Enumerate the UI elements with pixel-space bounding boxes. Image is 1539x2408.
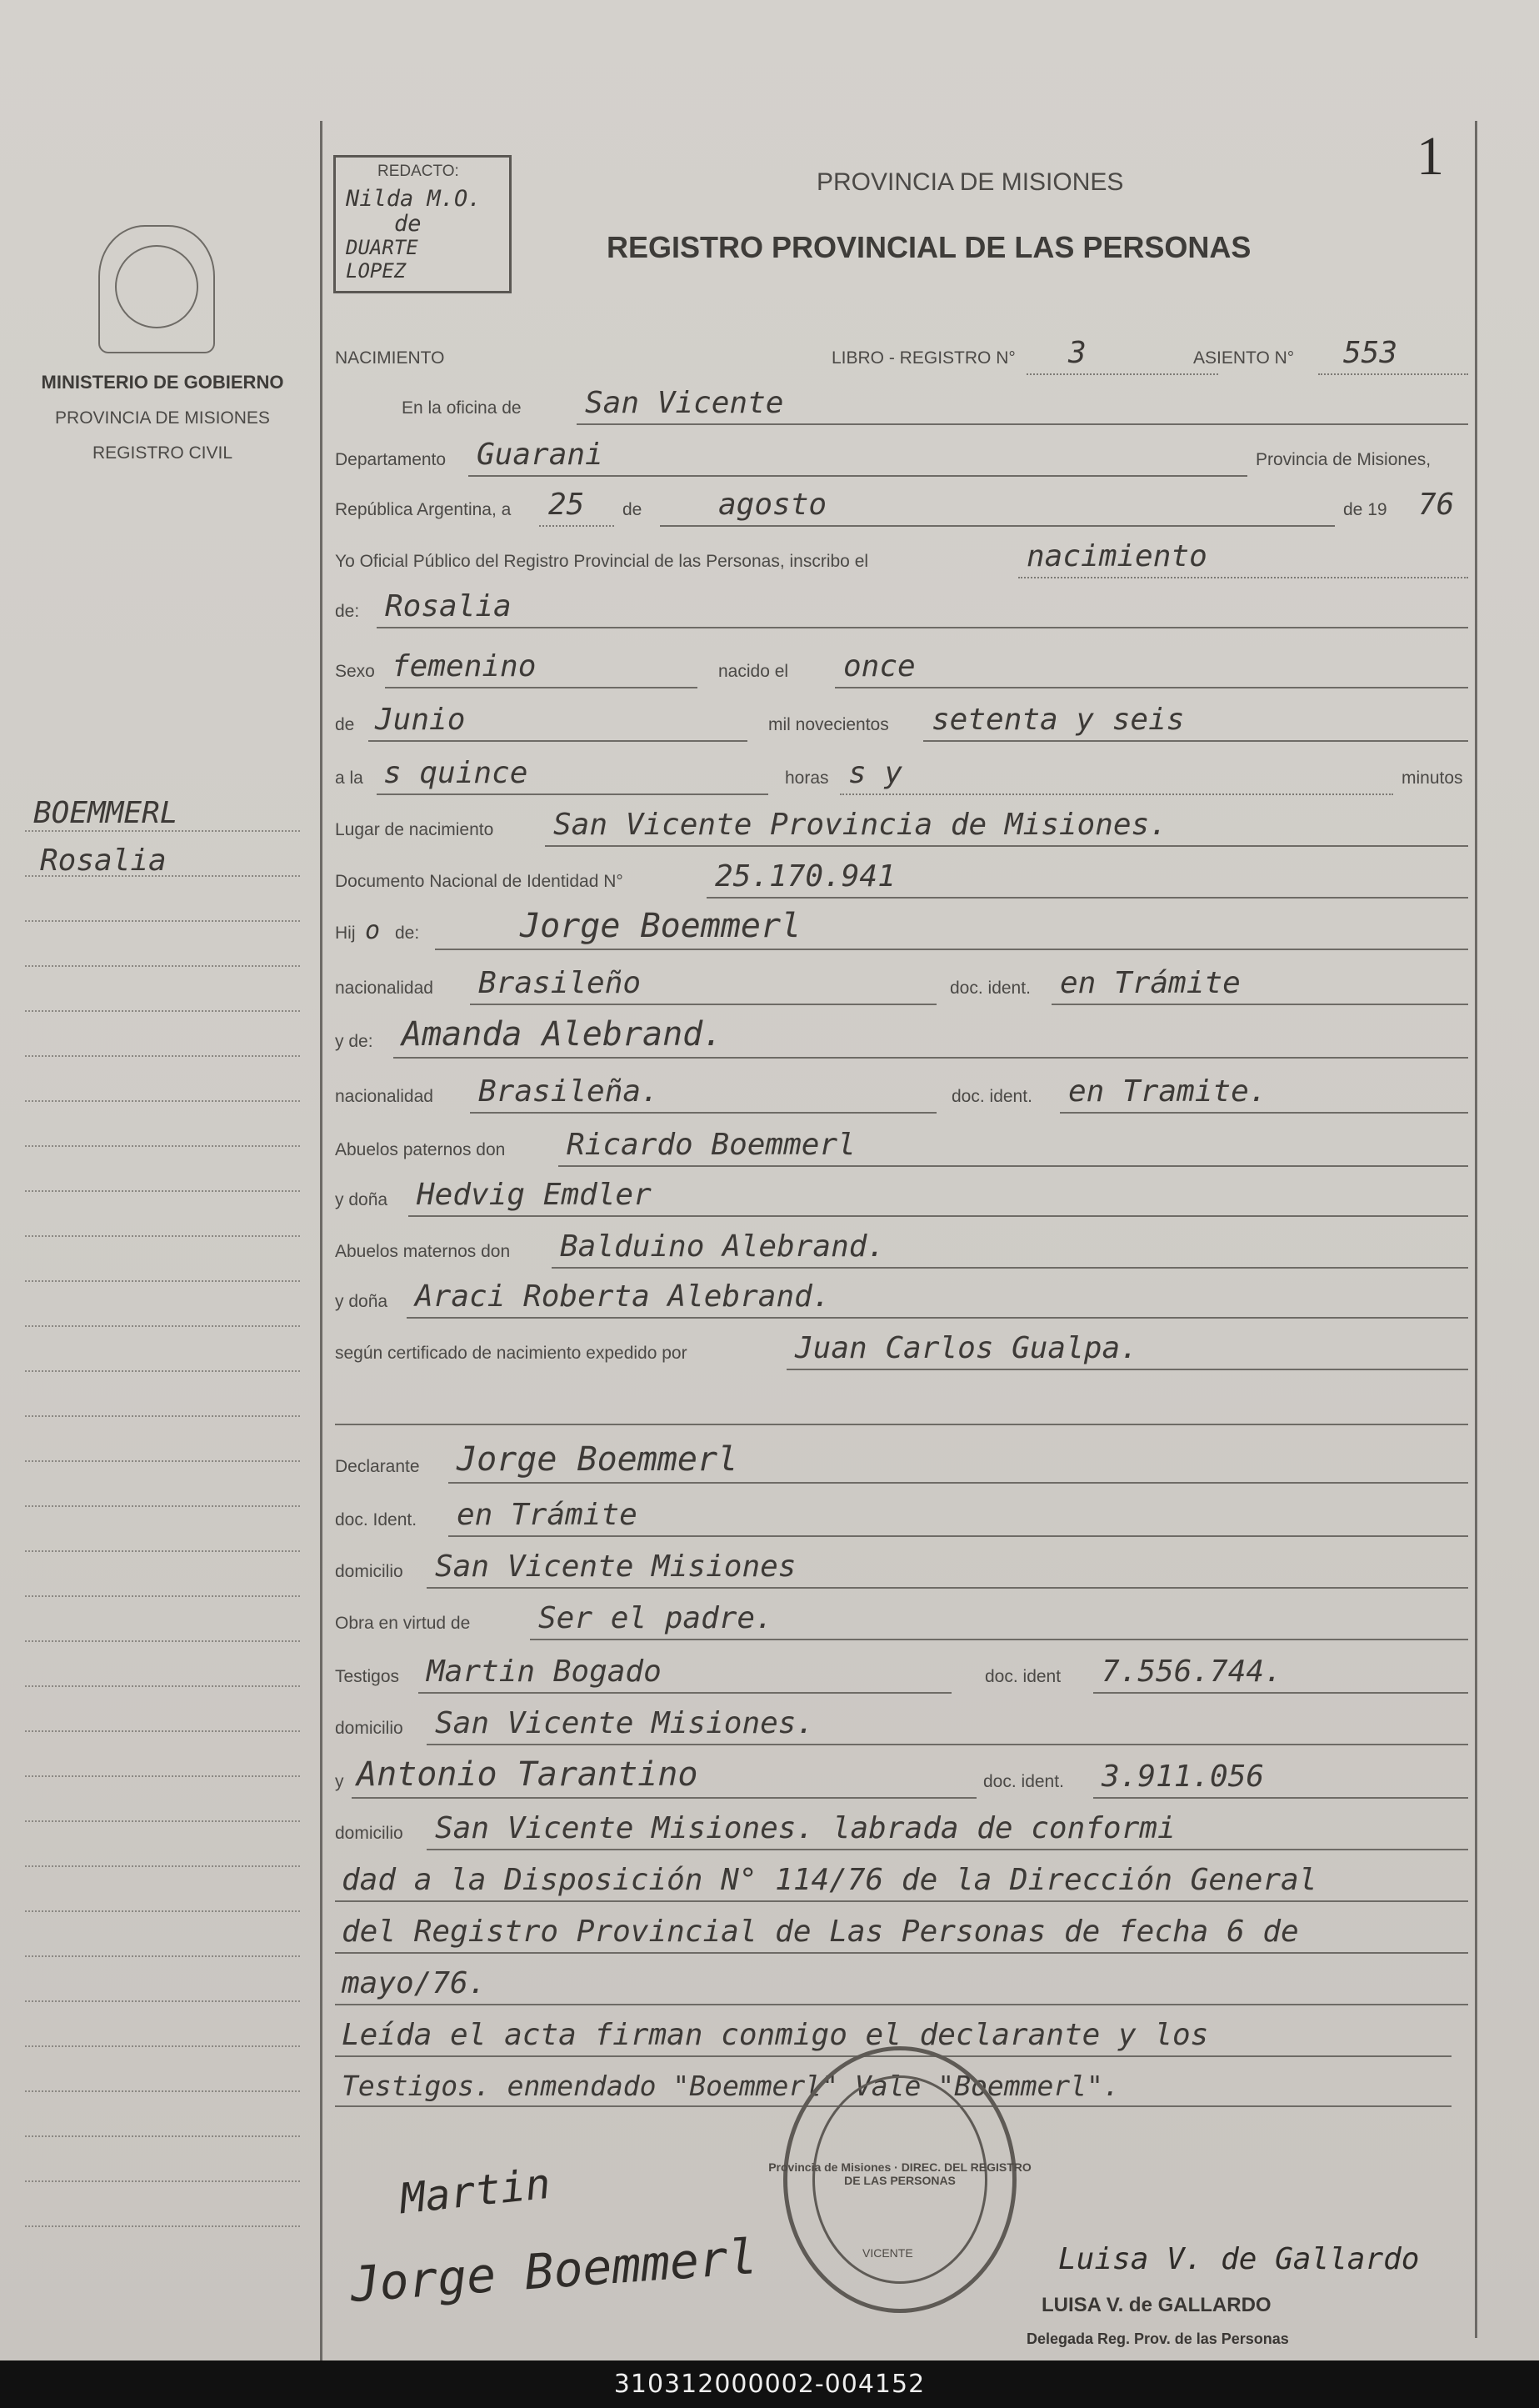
libro-label: LIBRO - REGISTRO N°	[832, 348, 1016, 368]
de2-label: de:	[335, 602, 360, 621]
redacto-line-1: Nilda M.O.	[346, 186, 482, 212]
asiento-value: 553	[1343, 336, 1398, 370]
row-abuelo-mat	[335, 1219, 1468, 1269]
row-declarante	[335, 1434, 1468, 1484]
provincia-label: Provincia de Misiones,	[1256, 450, 1432, 469]
row-nac-padre	[335, 955, 1468, 1005]
docid-value: en Trámite	[457, 1498, 637, 1532]
hijo-suffix: o	[365, 916, 381, 945]
row-anio-letras	[335, 692, 1468, 742]
row-sexo	[335, 638, 1468, 688]
padre-value: Jorge Boemmerl	[520, 907, 802, 945]
de-label: de	[622, 500, 642, 519]
obs-line: Testigos. enmendado "Boemmerl" Vale "Boemmerl".	[335, 2057, 1468, 2107]
mil-value: setenta y seis	[932, 703, 1185, 737]
redacto-line-3: DUARTE	[346, 236, 418, 259]
nac-madre-value: Brasileña.	[478, 1074, 659, 1109]
testigo1-dom-label: domicilio	[335, 1719, 403, 1738]
sexo-label: Sexo	[335, 662, 375, 681]
certificado-label: según certificado de nacimiento expedido por	[335, 1344, 687, 1363]
row-dni	[335, 849, 1468, 899]
dona-pat-label: y doña	[335, 1190, 388, 1209]
mil-label: mil novecientos	[768, 715, 889, 734]
hijo-label: Hij	[335, 924, 356, 943]
abuela-pat-value: Hedvig Emdler	[417, 1178, 652, 1212]
horas-label: horas	[785, 768, 829, 788]
margin-given-name: Rosalia	[40, 844, 167, 878]
testigo2-dom-label: domicilio	[335, 1824, 403, 1843]
testigos-label: Testigos	[335, 1667, 400, 1686]
row-hora	[335, 745, 1468, 795]
signature-oficial: Luisa V. de Gallardo	[1058, 2242, 1420, 2276]
nombre-value: Rosalia	[385, 589, 512, 623]
dona-mat-label: y doña	[335, 1292, 388, 1311]
registry-stamp	[768, 2046, 1032, 2313]
ministry-title: MINISTERIO DE GOBIERNO	[41, 372, 284, 393]
nacido-value: once	[843, 649, 916, 683]
redacto-box	[333, 155, 512, 293]
declarante-label: Declarante	[335, 1457, 420, 1476]
testigo2-dom: San Vicente Misiones. labrada de conformi	[435, 1811, 1176, 1845]
domicilio-label: domicilio	[335, 1562, 403, 1581]
mes-value: agosto	[718, 488, 827, 522]
nacido-label: nacido el	[718, 662, 789, 681]
ministry-province: PROVINCIA DE MISIONES	[55, 408, 270, 428]
declarante-value: Jorge Boemmerl	[457, 1440, 738, 1479]
anio-value: 76	[1418, 488, 1455, 522]
anio-label: de 19	[1343, 500, 1387, 519]
page-number: 1	[1417, 126, 1444, 187]
row-nac-madre	[335, 1064, 1468, 1114]
row-blank	[335, 1375, 1468, 1425]
oficina-label: En la oficina de	[402, 398, 522, 418]
row-madre	[335, 1009, 1468, 1059]
testigo1-doc: 7.556.744.	[1102, 1655, 1282, 1689]
doc-ident2-label: doc. ident.	[983, 1772, 1064, 1791]
yde-label: y de:	[335, 1032, 373, 1051]
asiento-label: ASIENTO N°	[1193, 348, 1295, 368]
abuelo-mat-value: Balduino Alebrand.	[560, 1229, 886, 1264]
row-testigo1-dom	[335, 1695, 1468, 1745]
domicilio-value: San Vicente Misiones	[435, 1549, 797, 1584]
ministry-registro: REGISTRO CIVIL	[92, 443, 233, 463]
dni-label: Documento Nacional de Identidad N°	[335, 872, 623, 891]
dni-value: 25.170.941	[715, 859, 896, 894]
row-obra	[335, 1590, 1468, 1640]
departamento-value: Guarani	[477, 438, 603, 472]
abuelos-mat-label: Abuelos maternos don	[335, 1242, 511, 1261]
row-oficial	[335, 528, 1468, 578]
lugar-value: San Vicente Provincia de Misiones.	[553, 808, 1167, 842]
nac-madre-label: nacionalidad	[335, 1087, 433, 1106]
nacimiento-label: NACIMIENTO	[335, 348, 445, 368]
mes2-value: Junio	[375, 703, 466, 737]
row-domicilio	[335, 1539, 1468, 1589]
obra-label: Obra en virtud de	[335, 1614, 471, 1633]
libro-value: 3	[1068, 336, 1087, 370]
sexo-value: femenino	[392, 649, 537, 683]
alas-label: a la	[335, 768, 363, 788]
obs-line: Leída el acta firman conmigo el declarante y los	[335, 2007, 1468, 2057]
testigo2-doc: 3.911.056	[1102, 1760, 1265, 1794]
left-frame-line	[320, 121, 322, 2363]
abuelos-pat-label: Abuelos paternos don	[335, 1140, 506, 1159]
testigo2-value: Antonio Tarantino	[357, 1755, 698, 1794]
stamp-inner-text: VICENTE	[862, 2246, 913, 2260]
testigo1-dom: San Vicente Misiones.	[435, 1706, 815, 1740]
margin-surname: BOEMMERL	[33, 796, 178, 830]
row-departamento	[335, 427, 1468, 477]
minutos-label: minutos	[1402, 768, 1463, 788]
certificado-value: Juan Carlos Gualpa.	[795, 1331, 1138, 1365]
row-oficina	[335, 375, 1468, 425]
header-province: PROVINCIA DE MISIONES	[817, 168, 1124, 196]
header-registry: REGISTRO PROVINCIAL DE LAS PERSONAS	[607, 230, 1252, 264]
row-abuela-mat	[335, 1269, 1468, 1319]
hora-value: s quince	[383, 756, 528, 790]
redacto-label: REDACTO:	[377, 163, 459, 180]
acto-value: nacimiento	[1027, 539, 1207, 573]
republica-label: República Argentina, a	[335, 500, 512, 519]
doc-padre-label: doc. ident.	[950, 979, 1031, 998]
row-lugar	[335, 797, 1468, 847]
oficina-value: San Vicente	[585, 386, 784, 420]
redacto-line-2: de	[394, 211, 422, 237]
nac-padre-value: Brasileño	[478, 966, 642, 1000]
row-libro	[335, 325, 1468, 375]
hijo-de-label: de:	[395, 924, 420, 943]
doc-madre-label: doc. ident.	[952, 1087, 1032, 1106]
oficial-label: Yo Oficial Público del Registro Provincial de las Personas, inscribo el	[335, 552, 869, 571]
official-name: LUISA V. de GALLARDO	[1042, 2294, 1272, 2316]
doc-madre-value: en Tramite.	[1068, 1074, 1267, 1109]
row-hijo	[335, 900, 1468, 950]
row-testigo2	[335, 1749, 1468, 1799]
nac-padre-label: nacionalidad	[335, 979, 433, 998]
redacto-line-4: LOPEZ	[346, 259, 407, 283]
docid-label: doc. Ident.	[335, 1510, 417, 1529]
y-label: y	[335, 1772, 344, 1791]
row-abuelo-pat	[335, 1117, 1468, 1167]
obs-line: dad a la Disposición N° 114/76 de la Dirección General	[335, 1852, 1468, 1902]
row-testigo1	[335, 1644, 1468, 1694]
de3-label: de	[335, 715, 355, 734]
doc-ident-label: doc. ident	[985, 1667, 1062, 1686]
departamento-label: Departamento	[335, 450, 447, 469]
signature-testigo: Martin	[397, 2159, 553, 2224]
footer-id: 310312000002-004152	[0, 2360, 1539, 2408]
madre-value: Amanda Alebrand.	[402, 1015, 723, 1054]
row-testigo2-dom	[335, 1800, 1468, 1850]
lugar-label: Lugar de nacimiento	[335, 820, 494, 839]
abuelo-pat-value: Ricardo Boemmerl	[567, 1128, 856, 1162]
row-certificado	[335, 1320, 1468, 1370]
abuela-mat-value: Araci Roberta Alebrand.	[415, 1279, 831, 1314]
doc-padre-value: en Trámite	[1060, 966, 1241, 1000]
row-docid	[335, 1487, 1468, 1537]
dia-value: 25	[548, 488, 585, 522]
official-title: Delegada Reg. Prov. de las Personas	[1027, 2330, 1289, 2347]
obra-value: Ser el padre.	[538, 1601, 773, 1635]
obs-line: mayo/76.	[335, 1955, 1468, 2005]
horas-value: s y	[848, 756, 903, 790]
stamp-text: Provincia de Misiones · DIREC. DEL REGISTRO DE LAS PERSONAS	[768, 2160, 1032, 2187]
ministry-seal-icon	[98, 225, 215, 353]
right-frame-line	[1475, 121, 1477, 2338]
signature-declarante: Jorge Boemmerl	[348, 2228, 759, 2313]
testigo1-value: Martin Bogado	[427, 1655, 662, 1689]
obs-line: del Registro Provincial de Las Personas de fecha 6 de	[335, 1904, 1468, 1954]
row-fecha	[335, 477, 1468, 527]
row-nombre	[335, 578, 1468, 628]
row-abuela-pat	[335, 1167, 1468, 1217]
